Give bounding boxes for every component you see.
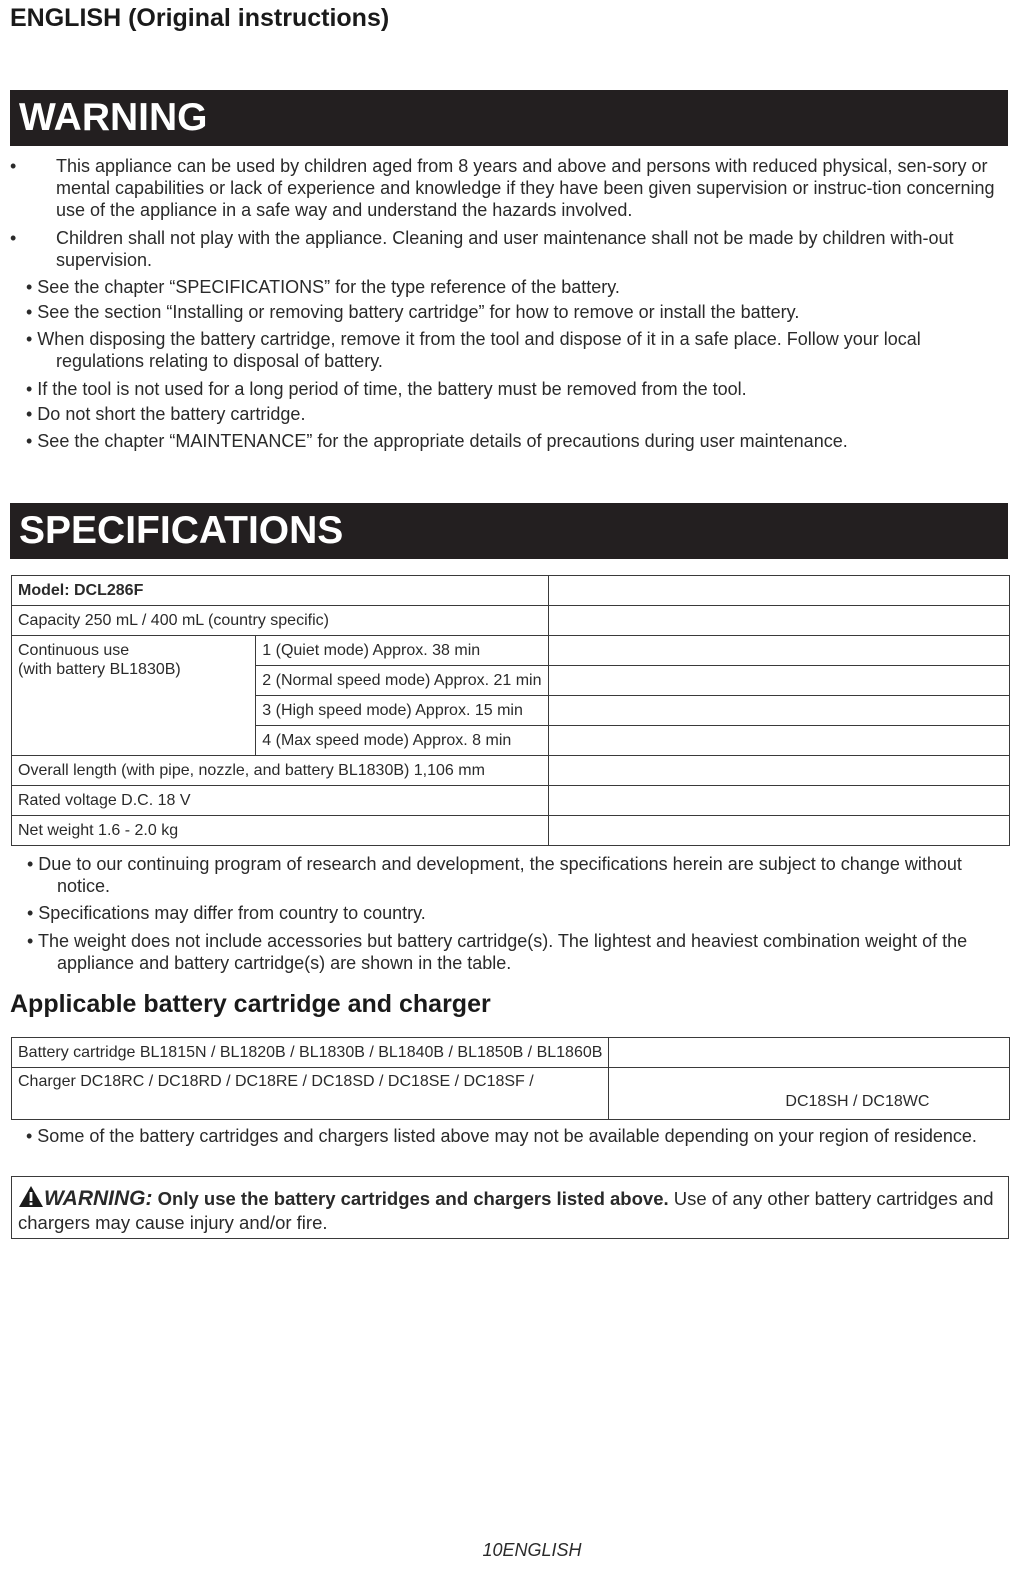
page-footer: 10ENGLISH: [482, 1540, 582, 1560]
overall-length-cell: Overall length (with pipe, nozzle, and battery BL1830B) 1,106 mm: [12, 756, 549, 786]
warning-box: [11, 1176, 1009, 1239]
value-cell: [548, 636, 1009, 666]
value-cell: [548, 666, 1009, 696]
specifications-table: [11, 575, 1010, 846]
mode-cell: 4 (Max speed mode) Approx. 8 min: [256, 726, 548, 756]
value-cell: [548, 816, 1009, 846]
value-cell: [548, 756, 1009, 786]
spec-note: • Due to our continuing program of research and development, the specifications herein are subject to change without notice.: [27, 854, 962, 896]
warning-item: • When disposing the battery cartridge, remove it from the tool and dispose of it in a safe place. Follow your local regulations relating to disposal of battery.: [26, 329, 921, 371]
warning-text: Use of any other battery cartridges and chargers may cause injury and/or fire.: [18, 1188, 994, 1233]
value-cell: [548, 786, 1009, 816]
warning-item: • See the chapter “MAINTENANCE” for the appropriate details of precautions during user maintenance.: [26, 431, 848, 451]
spec-note: • The weight does not include accessories but battery cartridge(s). The lightest and heaviest combination weight of the appliance and battery cartridge(s) are shown in the table.: [27, 931, 968, 973]
charger-cell-cont: DC18SH / DC18WC: [609, 1068, 1010, 1120]
continuous-use-cell: [12, 636, 256, 756]
value-cell: [548, 606, 1009, 636]
rated-voltage-cell: Rated voltage D.C. 18 V: [12, 786, 549, 816]
bullet-icon: •: [10, 156, 17, 176]
value-cell: [548, 726, 1009, 756]
table-row: [12, 1068, 1010, 1120]
warning-label: WARNING:: [44, 1187, 153, 1210]
battery-charger-table: [11, 1037, 1010, 1120]
value-cell: [548, 576, 1009, 606]
table-row: [12, 816, 1010, 846]
mode-cell: 3 (High speed mode) Approx. 15 min: [256, 696, 548, 726]
continuous-use-label: Continuous use: [18, 642, 130, 659]
warning-strong-text: Only use the battery cartridges and chargers listed above.: [157, 1188, 669, 1209]
table-row: [12, 786, 1010, 816]
net-weight-cell: Net weight 1.6 - 2.0 kg: [12, 816, 549, 846]
continuous-use-battery: (with battery BL1830B): [18, 661, 181, 678]
availability-note: • Some of the battery cartridges and chargers listed above may not be available depending on your region of residence.: [26, 1126, 977, 1146]
table-row: [12, 606, 1010, 636]
page-title: ENGLISH (Original instructions): [10, 4, 390, 32]
table-row: [12, 756, 1010, 786]
value-cell: [609, 1038, 1010, 1068]
warning-item: • Do not short the battery cartridge.: [26, 404, 306, 424]
section-title: Applicable battery cartridge and charger: [10, 990, 491, 1018]
battery-cartridge-cell: Battery cartridge BL1815N / BL1820B / BL1830B / BL1840B / BL1850B / BL1860B: [12, 1038, 609, 1068]
charger-cell: Charger DC18RC / DC18RD / DC18RE / DC18SD / DC18SE / DC18SF /: [12, 1068, 609, 1120]
warning-triangle-icon: [18, 1185, 44, 1208]
warning-item: • See the section “Installing or removing battery cartridge” for how to remove or install the battery.: [26, 302, 800, 322]
warning-item: • This appliance can be used by children aged from 8 years and above and persons with reduced physical, sen-sory or mental capabilities or lack of experience and knowledge if they have been given supervision or instruc-tion concerning use of the appliance in a safe way and understand the hazards involved.: [10, 156, 995, 220]
warning-item: • See the chapter “SPECIFICATIONS” for the type reference of the battery.: [26, 277, 620, 297]
warning-item: • Children shall not play with the appliance. Cleaning and user maintenance shall not be made by children with-out supervision.: [10, 228, 954, 270]
mode-cell: 1 (Quiet mode) Approx. 38 min: [256, 636, 548, 666]
specifications-banner: SPECIFICATIONS: [10, 503, 1008, 559]
model-cell: Model: DCL286F: [12, 576, 549, 606]
value-cell: [548, 696, 1009, 726]
warning-item: • If the tool is not used for a long period of time, the battery must be removed from the tool.: [26, 379, 747, 399]
table-row: [12, 576, 1010, 606]
table-row: [12, 1038, 1010, 1068]
warning-banner: WARNING: [10, 90, 1008, 146]
bullet-icon: •: [10, 228, 17, 248]
mode-cell: 2 (Normal speed mode) Approx. 21 min: [256, 666, 548, 696]
table-row: [12, 636, 1010, 666]
capacity-cell: Capacity 250 mL / 400 mL (country specific): [12, 606, 549, 636]
spec-note: • Specifications may differ from country to country.: [27, 903, 426, 923]
